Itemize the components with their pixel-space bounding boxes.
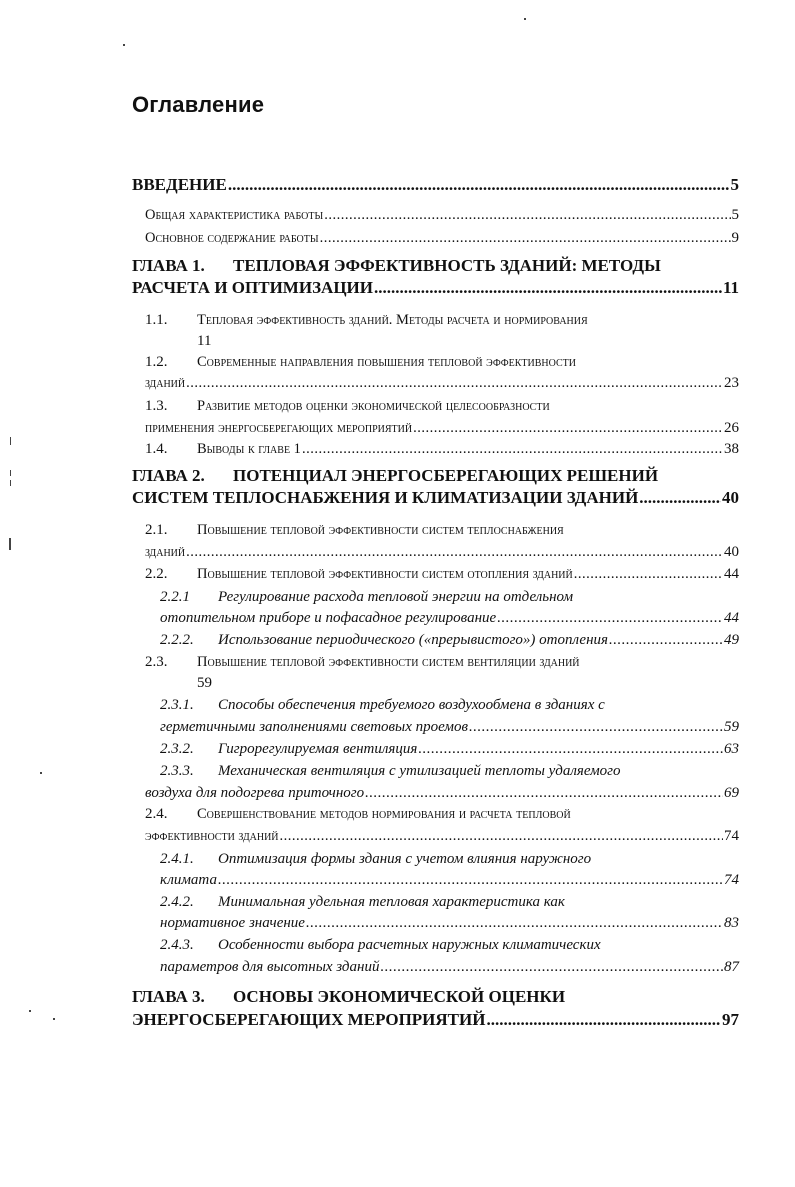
toc-entry-text: Тепловая эффективность зданий. Методы расчета и нормирования bbox=[197, 312, 588, 328]
toc-entry-text: Совершенствование методов нормирования и расчета тепловой bbox=[197, 806, 571, 822]
toc-page-number: 26 bbox=[724, 420, 739, 436]
toc-entry-text: герметичными заполнениями световых проемов bbox=[160, 719, 468, 735]
toc-section-number: 2.3.1. bbox=[160, 697, 194, 713]
toc-entry-text: зданий bbox=[145, 375, 186, 391]
toc-page-number: 59 bbox=[197, 675, 212, 691]
toc-section-number: 1.4. bbox=[145, 441, 168, 457]
toc-entry-1-1[interactable] bbox=[145, 310, 739, 332]
toc-entry-intro-2[interactable] bbox=[145, 228, 739, 250]
toc-section-number: 2.4.3. bbox=[160, 937, 194, 953]
toc-page-number: 83 bbox=[724, 915, 739, 931]
toc-chapter-1-line2[interactable] bbox=[132, 278, 739, 300]
toc-entry-text: Повышение тепловой эффективности систем отопления зданий bbox=[197, 566, 573, 582]
toc-entry-text: нормативное значение bbox=[160, 915, 305, 931]
toc-entry-text: ВВЕДЕНИЕ bbox=[132, 175, 227, 194]
dot-leader bbox=[374, 278, 722, 298]
toc-entry-1-2-line2[interactable] bbox=[145, 373, 739, 395]
toc-chapter-number: ГЛАВА 2. bbox=[132, 466, 205, 485]
toc-entry-2-3-3-line1[interactable] bbox=[160, 761, 739, 783]
toc-entry-1-4[interactable] bbox=[145, 439, 739, 461]
scan-speck bbox=[10, 470, 11, 476]
toc-section-number: 2.3.3. bbox=[160, 763, 194, 779]
toc-section-number: 2.3.2. bbox=[160, 741, 194, 757]
toc-entry-text: Современные направления повышения тепловой эффективности bbox=[197, 354, 576, 370]
dot-leader bbox=[497, 608, 723, 628]
toc-page-number: 5 bbox=[730, 175, 739, 194]
toc-entry-text: применения энергосберегающих мероприятий bbox=[145, 420, 413, 436]
toc-entry-2-2-1-line2[interactable] bbox=[160, 608, 739, 630]
toc-entry-text: ЭНЕРГОСБЕРЕГАЮЩИХ МЕРОПРИЯТИЙ bbox=[132, 1010, 486, 1029]
toc-chapter-3-line2[interactable] bbox=[132, 1010, 739, 1032]
page-title: Оглавление bbox=[132, 92, 265, 117]
scan-speck bbox=[40, 772, 42, 774]
toc-entry-text: климата bbox=[160, 872, 217, 888]
toc-section-number: 2.4.1. bbox=[160, 851, 194, 867]
toc-page-number: 87 bbox=[724, 959, 739, 975]
toc-chapter-1-line1[interactable] bbox=[132, 256, 739, 278]
toc-entry-text: воздуха для подогрева приточного bbox=[145, 785, 365, 801]
toc-entry-2-4-3-line1[interactable] bbox=[160, 935, 739, 957]
toc-entry-2-1-line2[interactable] bbox=[145, 542, 739, 564]
toc-entry-2-2-1-line1[interactable] bbox=[160, 587, 739, 609]
toc-entry-text: РАСЧЕТА И ОПТИМИЗАЦИИ bbox=[132, 278, 373, 297]
toc-section-number: 2.4.2. bbox=[160, 894, 194, 910]
toc-section-number: 2.2.1 bbox=[160, 589, 190, 605]
toc-page-number: 63 bbox=[724, 741, 739, 757]
scan-speck bbox=[10, 437, 11, 445]
toc-entry-text: Минимальная удельная тепловая характеристика как bbox=[218, 894, 565, 910]
toc-entry-1-1-page bbox=[197, 331, 237, 353]
toc-chapter-number: ГЛАВА 1. bbox=[132, 256, 205, 275]
toc-entry-text: ПОТЕНЦИАЛ ЭНЕРГОСБЕРЕГАЮЩИХ РЕШЕНИЙ bbox=[233, 466, 659, 485]
toc-entry-text: Развитие методов оценки экономической целесообразности bbox=[197, 398, 550, 414]
toc-entry-text: отопительном приборе и пофасадное регулирование bbox=[160, 610, 497, 626]
toc-page-number: 40 bbox=[722, 488, 739, 507]
toc-entry-text: ОСНОВЫ ЭКОНОМИЧЕСКОЙ ОЦЕНКИ bbox=[233, 987, 566, 1006]
toc-page-number: 74 bbox=[724, 828, 739, 844]
dot-leader bbox=[469, 717, 723, 737]
toc-entry-2-4-2-line1[interactable] bbox=[160, 892, 739, 914]
toc-entry-2-4-line2[interactable] bbox=[145, 826, 739, 848]
toc-entry-text: Регулирование расхода тепловой энергии на отдельном bbox=[218, 589, 574, 605]
toc-entry-2-2-2[interactable] bbox=[160, 630, 739, 652]
toc-entry-intro[interactable] bbox=[132, 175, 739, 197]
dot-leader bbox=[186, 542, 723, 562]
dot-leader bbox=[574, 564, 723, 584]
dot-leader bbox=[186, 373, 723, 393]
scan-speck bbox=[29, 1010, 31, 1012]
toc-page-number: 11 bbox=[722, 278, 739, 297]
toc-entry-2-1-line1[interactable] bbox=[145, 520, 739, 542]
toc-page-number: 44 bbox=[724, 610, 739, 626]
toc-entry-text: Оптимизация формы здания с учетом влияния наружного bbox=[218, 851, 592, 867]
toc-entry-text: Гигрорегулируемая вентиляция bbox=[218, 741, 418, 757]
toc-entry-2-3-1-line2[interactable] bbox=[160, 717, 739, 739]
toc-entry-text: зданий bbox=[145, 544, 186, 560]
toc-section-number: 1.1. bbox=[145, 312, 168, 328]
toc-page-number: 40 bbox=[724, 544, 739, 560]
toc-entry-2-3-2[interactable] bbox=[160, 739, 739, 761]
toc-section-number: 2.4. bbox=[145, 806, 168, 822]
dot-leader bbox=[228, 175, 730, 195]
toc-entry-text: Способы обеспечения требуемого воздухообмена в зданиях с bbox=[218, 697, 605, 713]
toc-entry-2-2[interactable] bbox=[145, 564, 739, 586]
dot-leader bbox=[609, 630, 723, 650]
scan-speck bbox=[9, 538, 11, 550]
toc-page-number: 11 bbox=[197, 333, 212, 349]
toc-entry-2-4-1-line2[interactable] bbox=[160, 870, 739, 892]
toc-page-number: 44 bbox=[724, 566, 739, 582]
toc-entry-text: Общая характеристика работы bbox=[145, 207, 324, 223]
toc-page-number: 97 bbox=[722, 1010, 739, 1029]
toc-page-number: 59 bbox=[724, 719, 739, 735]
dot-leader bbox=[306, 913, 723, 933]
toc-entry-text: параметров для высотных зданий bbox=[160, 959, 380, 975]
dot-leader bbox=[639, 488, 721, 508]
toc-entry-text: СИСТЕМ ТЕПЛОСНАБЖЕНИЯ И КЛИМАТИЗАЦИИ ЗДАНИЙ bbox=[132, 488, 639, 507]
toc-page-number: 23 bbox=[724, 375, 739, 391]
toc-page-number: 5 bbox=[731, 207, 739, 223]
toc-entry-text: эффективности зданий bbox=[145, 828, 279, 844]
toc-page-number: 49 bbox=[724, 632, 739, 648]
toc-entry-text: Основное содержание работы bbox=[145, 230, 319, 246]
toc-entry-text: Повышение тепловой эффективности систем вентиляции зданий bbox=[197, 654, 580, 670]
dot-leader bbox=[486, 1010, 721, 1030]
dot-leader bbox=[302, 439, 723, 459]
dot-leader bbox=[418, 739, 723, 759]
toc-section-number: 2.3. bbox=[145, 654, 168, 670]
toc-entry-2-4-3-line2[interactable] bbox=[160, 957, 739, 979]
toc-entry-2-3-3-line2[interactable] bbox=[145, 783, 739, 805]
toc-entry-2-3-1-line1[interactable] bbox=[160, 695, 739, 717]
toc-section-number: 1.3. bbox=[145, 398, 168, 414]
toc-entry-intro-1[interactable] bbox=[145, 205, 739, 227]
toc-entry-text: Механическая вентиляция с утилизацией теплоты удаляемого bbox=[218, 763, 621, 779]
toc-entry-2-4-1-line1[interactable] bbox=[160, 849, 739, 871]
toc-entry-text: Особенности выбора расчетных наружных климатических bbox=[218, 937, 601, 953]
toc-section-number: 2.2. bbox=[145, 566, 168, 582]
toc-section-number: 2.2.2. bbox=[160, 632, 194, 648]
toc-entry-text: ТЕПЛОВАЯ ЭФФЕКТИВНОСТЬ ЗДАНИЙ: МЕТОДЫ bbox=[233, 256, 661, 275]
toc-chapter-2-line1[interactable] bbox=[132, 466, 739, 488]
toc-entry-text: Повышение тепловой эффективности систем теплоснабжения bbox=[197, 522, 564, 538]
dot-leader bbox=[280, 826, 723, 846]
toc-entry-2-4-2-line2[interactable] bbox=[160, 913, 739, 935]
scan-speck bbox=[524, 18, 526, 20]
dot-leader bbox=[413, 418, 723, 438]
dot-leader bbox=[324, 205, 730, 225]
toc-entry-2-4-line1[interactable] bbox=[145, 804, 739, 826]
toc-entry-1-2-line1[interactable] bbox=[145, 352, 739, 374]
toc-chapter-number: ГЛАВА 3. bbox=[132, 987, 205, 1006]
scan-speck bbox=[123, 44, 125, 46]
scan-speck bbox=[53, 1018, 55, 1020]
toc-chapter-2-line2[interactable] bbox=[132, 488, 739, 510]
toc-section-number: 2.1. bbox=[145, 522, 168, 538]
dot-leader bbox=[380, 957, 723, 977]
toc-entry-1-3-line1[interactable] bbox=[145, 396, 739, 418]
toc-page-number: 38 bbox=[724, 441, 739, 457]
dot-leader bbox=[218, 870, 723, 890]
toc-entry-text: Использование периодического («прерывистого») отопления bbox=[218, 632, 608, 648]
toc-chapter-3-line1[interactable] bbox=[132, 987, 739, 1009]
toc-page-number: 74 bbox=[724, 872, 739, 888]
dot-leader bbox=[320, 228, 731, 248]
dot-leader bbox=[365, 783, 723, 803]
toc-page-number: 9 bbox=[731, 230, 739, 246]
scan-speck bbox=[10, 480, 11, 486]
toc-section-number: 1.2. bbox=[145, 354, 168, 370]
toc-entry-2-3-page bbox=[197, 673, 237, 695]
toc-entry-2-3[interactable] bbox=[145, 652, 739, 674]
toc-page-number: 69 bbox=[724, 785, 739, 801]
toc-entry-1-3-line2[interactable] bbox=[145, 418, 739, 440]
toc-entry-text: Выводы к главе 1 bbox=[197, 441, 301, 457]
